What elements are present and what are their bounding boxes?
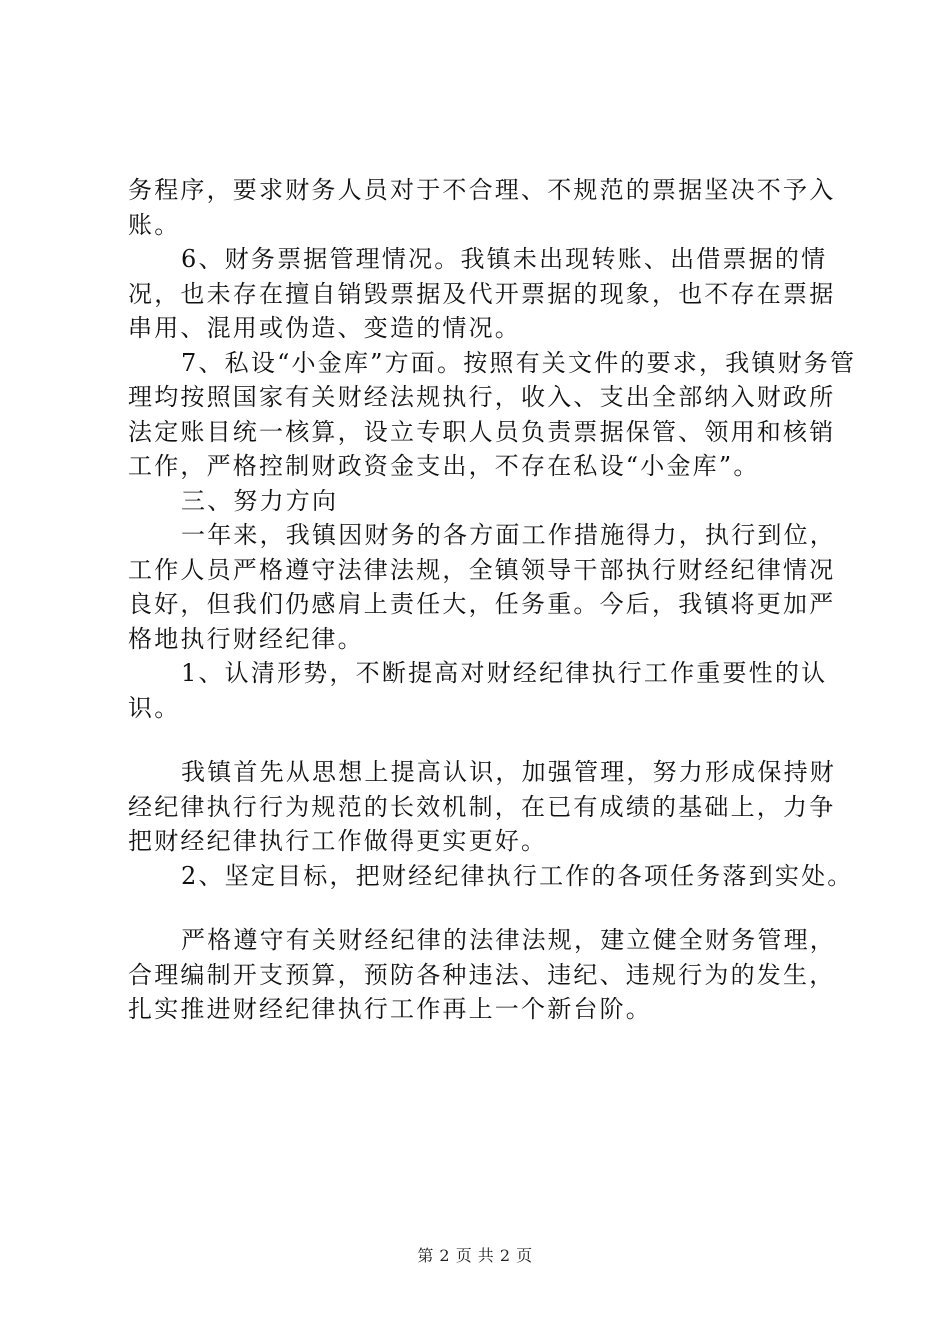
paragraph-point-1-heading: 1、认清形势，不断提高对财经纪律执行工作重要性的认识。 [128, 659, 828, 722]
paragraph-item-6: 6、财务票据管理情况。我镇未出现转账、出借票据的情况，也未存在擅自销毁票据及代开票据的现象，也不存在票据串用、混用或伪造、变造的情况。 [128, 245, 836, 342]
paragraph-point-2-heading: 2、坚定目标，把财经纪律执行工作的各项任务落到实处。 [181, 861, 854, 890]
section-heading: 三、努力方向 [181, 486, 339, 515]
paragraph-point-2-body: 严格遵守有关财经纪律的法律法规，建立健全财务管理，合理编制开支预算，预防各种违法、违纪、违规行为的发生，扎实推进财经纪律执行工作再上一个新台阶。 [128, 926, 836, 1023]
paragraph-gap [128, 893, 858, 923]
paragraph-gap [128, 725, 858, 755]
paragraph-summary: 一年来，我镇因财务的各方面工作措施得力，执行到位，工作人员严格遵守法律法规，全镇领导干部执行财经纪律情况良好，但我们仍感肩上责任大，任务重。今后，我镇将更加严格地执行财经纪律。 [128, 521, 836, 653]
page-number-footer: 第 2 页 共 2 页 [417, 1246, 533, 1265]
paragraph-item-7: 7、私设“小金库”方面。按照有关文件的要求，我镇财务管理均按照国家有关财经法规执行，收入、支出全部纳入财政所法定账目统一核算，设立专职人员负责票据保管、领用和核销工作，严格控制财政资金支出，不存在私设“小金库”。 [128, 348, 857, 480]
document-body [128, 173, 858, 1027]
paragraph-continuation: 务程序，要求财务人员对于不合理、不规范的票据坚决不予入账。 [128, 176, 836, 239]
paragraph-point-1-body: 我镇首先从思想上提高认识，加强管理，努力形成保持财经纪律执行行为规范的长效机制，在已有成绩的基础上，力争把财经纪律执行工作做得更实更好。 [128, 758, 836, 855]
